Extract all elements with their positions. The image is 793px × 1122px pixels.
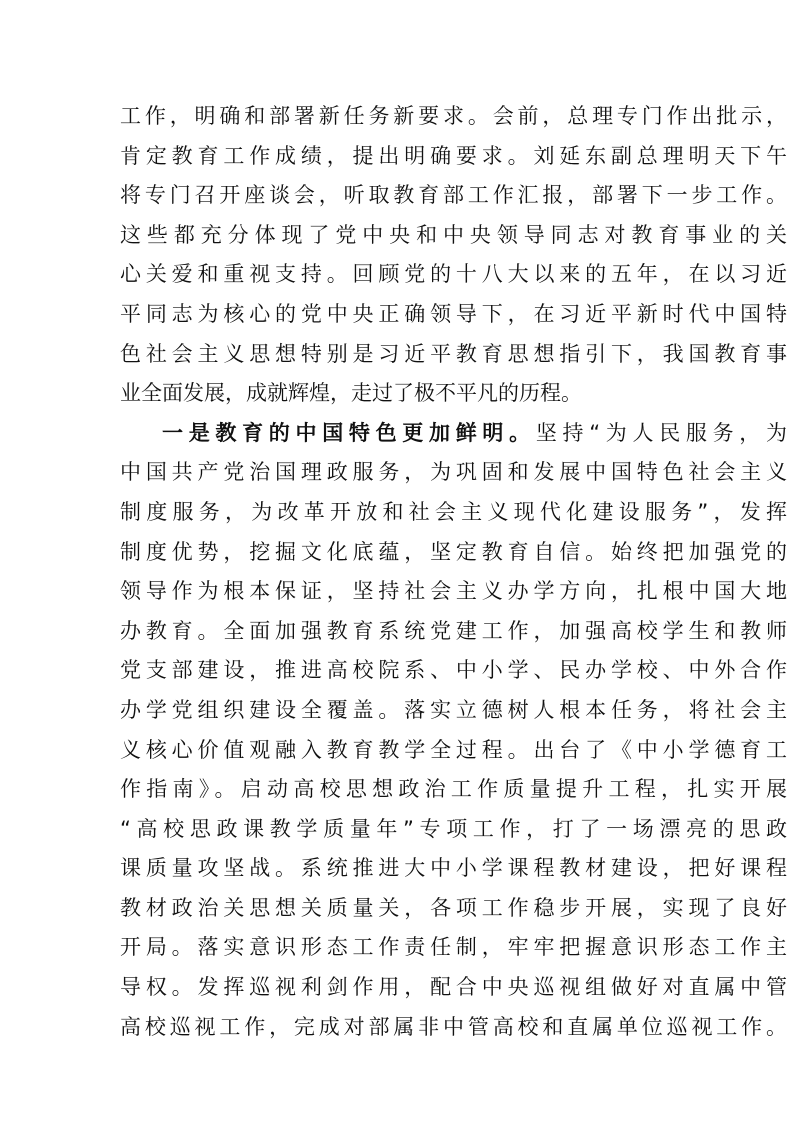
text-line: 导权。发挥巡视利剑作用，配合中央巡视组做好对直属中管 <box>120 975 787 1000</box>
paragraph-1 <box>120 97 787 414</box>
text-line: 平同志为核心的党中央正确领导下，在习近平新时代中国特 <box>120 301 787 326</box>
text-line: 心关爱和重视支持。回顾党的十八大以来的五年，在以习近 <box>120 262 787 287</box>
text-line: 作指南》。启动高校思想政治工作质量提升工程，扎实开展 <box>120 777 787 802</box>
text-line: 制度服务，为改革开放和社会主义现代化建设服务”，发挥 <box>120 499 787 524</box>
text-line: 中国共产党治国理政服务，为巩固和发展中国特色社会主义 <box>120 460 787 485</box>
text-line: 高校巡视工作，完成对部属非中管高校和直属单位巡视工作。 <box>120 1014 787 1039</box>
text-line: 这些都充分体现了党中央和中央领导同志对教育事业的关 <box>120 222 787 247</box>
text-run: 坚持“为人民服务，为 <box>535 420 787 445</box>
text-line: 义核心价值观融入教育教学全过程。出台了《中小学德育工 <box>120 737 787 762</box>
text-line: 将专门召开座谈会，听取教育部工作汇报，部署下一步工作。 <box>120 183 787 208</box>
text-line: 工作，明确和部署新任务新要求。会前，总理专门作出批示， <box>120 104 787 128</box>
section-heading: 一是教育的中国特色更加鲜明。 <box>162 420 536 445</box>
text-line: 教材政治关思想关质量关，各项工作稳步开展，实现了良好 <box>120 895 787 920</box>
text-line: 办教育。全面加强教育系统党建工作，加强高校学生和教师 <box>120 618 787 643</box>
text-line: 党支部建设，推进高校院系、中小学、民办学校、中外合作 <box>120 658 787 683</box>
document-page <box>120 97 787 1047</box>
text-line: 色社会主义思想特别是习近平教育思想指引下，我国教育事 <box>120 341 787 366</box>
text-line: “高校思政课教学质量年”专项工作，打了一场漂亮的思政 <box>120 816 787 841</box>
text-line: 业全面发展，成就辉煌，走过了极不平凡的历程。 <box>120 381 582 406</box>
text-line: 肯定教育工作成绩，提出明确要求。刘延东副总理明天下午 <box>120 143 787 168</box>
text-line: 制度优势，挖掘文化底蕴，坚定教育自信。始终把加强党的 <box>120 539 787 564</box>
text-line: 办学党组织建设全覆盖。落实立德树人根本任务，将社会主 <box>120 697 787 722</box>
text-line: 领导作为根本保证，坚持社会主义办学方向，扎根中国大地 <box>120 579 787 604</box>
text-line: 开局。落实意识形态工作责任制，牢牢把握意识形态工作主 <box>120 935 787 960</box>
text-line: 课质量攻坚战。系统推进大中小学课程教材建设，把好课程 <box>120 856 787 881</box>
text-line <box>120 414 787 454</box>
paragraph-2 <box>120 414 787 1048</box>
